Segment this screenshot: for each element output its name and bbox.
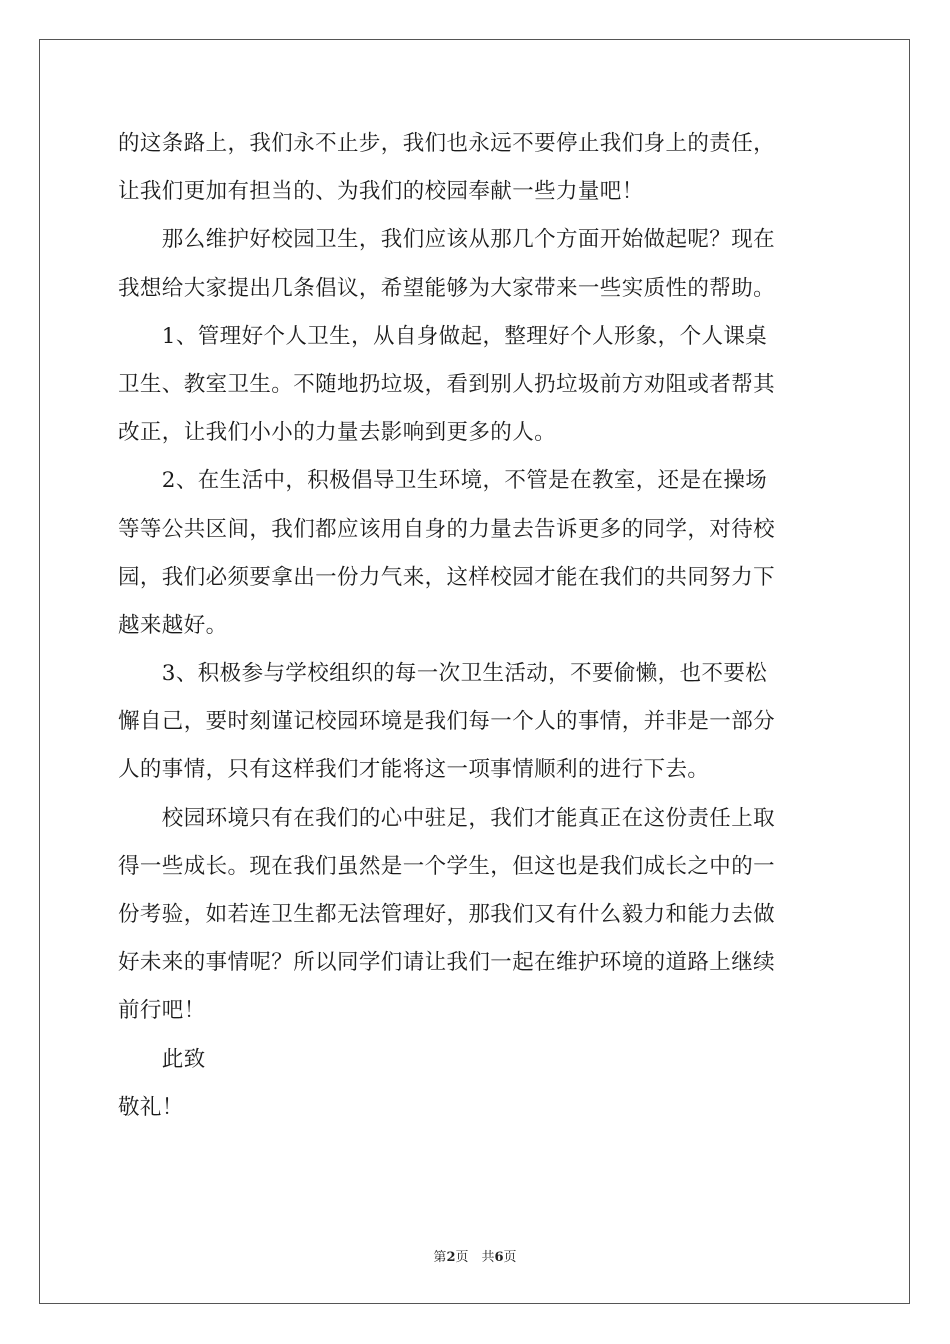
page-suffix: 页 [503, 1250, 517, 1265]
text-line: 份考验，如若连卫生都无法管理好，那我们又有什么毅力和能力去做 [118, 902, 776, 927]
text-line: 3、积极参与学校组织的每一次卫生活动，不要偷懒，也不要松 [118, 661, 768, 687]
text-line: 得一些成长。现在我们虽然是一个学生，但这也是我们成长之中的一 [118, 853, 776, 879]
page-prefix: 第 [433, 1250, 447, 1265]
text-line: 等等公共区间，我们都应该用自身的力量去告诉更多的同学，对待校 [118, 516, 776, 542]
text-line: 懈自己，要时刻谨记校园环境是我们每一个人的事情，并非是一部分 [118, 709, 776, 735]
text-line: 卫生、教室卫生。不随地扔垃圾，看到别人扔垃圾前方劝阻或者帮其 [118, 371, 776, 397]
document-body [118, 120, 838, 1132]
total-pages-number: 6 [494, 1250, 504, 1265]
text-line: 好未来的事情呢？所以同学们请让我们一起在维护环境的道路上继续 [118, 950, 776, 976]
text-line: 我想给大家提出几条倡议，希望能够为大家带来一些实质性的帮助。 [118, 275, 776, 301]
text-line: 人的事情，只有这样我们才能将这一项事情顺利的进行下去。 [118, 757, 710, 783]
text-line: 前行吧！ [118, 998, 206, 1024]
text-line: 2、在生活中，积极倡导卫生环境，不管是在教室，还是在操场 [118, 468, 768, 494]
page-mid-text: 页 共 [455, 1250, 495, 1265]
text-line: 那么维护好校园卫生，我们应该从那几个方面开始做起呢？现在 [118, 227, 776, 253]
text-line: 越来越好。 [118, 612, 228, 638]
page-footer [0, 1246, 950, 1265]
closing-salutation: 此致 [118, 1046, 206, 1072]
text-line: 1、管理好个人卫生，从自身做起，整理好个人形象，个人课桌 [118, 323, 768, 349]
text-line: 校园环境只有在我们的心中驻足，我们才能真正在这份责任上取 [118, 805, 776, 831]
text-line: 的这条路上，我们永不止步，我们也永远不要停止我们身上的责任， [118, 131, 776, 156]
text-line: 改正，让我们小小的力量去影响到更多的人。 [118, 420, 557, 446]
current-page-number: 2 [446, 1250, 456, 1265]
text-line: 园，我们必须要拿出一份力气来，这样校园才能在我们的共同努力下 [118, 564, 776, 590]
closing-regards: 敬礼！ [118, 1094, 184, 1120]
text-line: 让我们更加有担当的、为我们的校园奉献一些力量吧！ [118, 179, 644, 205]
